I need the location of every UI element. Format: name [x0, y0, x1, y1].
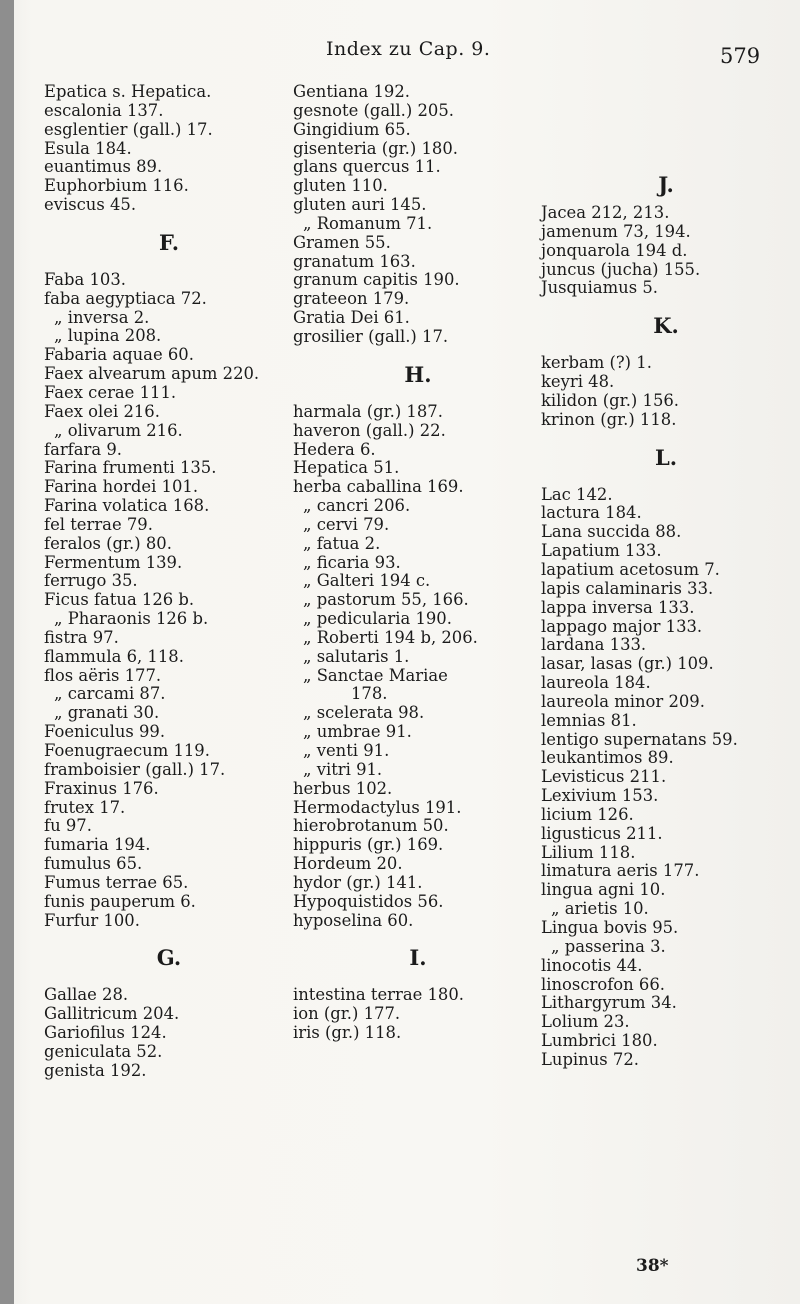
- index-entry: Farina volatica 168.: [44, 496, 210, 516]
- index-entry: lapatium acetosum 7.: [541, 559, 720, 579]
- index-entry: hyposelina 60.: [293, 910, 414, 930]
- section-letter: F.: [158, 229, 180, 255]
- index-entry: Esula 184.: [44, 138, 132, 158]
- index-entry: „ cervi 79.: [303, 514, 390, 534]
- index-entry: „ lupina 208.: [54, 326, 162, 346]
- index-entry: licium 126.: [541, 804, 634, 824]
- index-entry: granum capitis 190.: [293, 270, 460, 290]
- index-entry: Gallitricum 204.: [44, 1004, 180, 1024]
- index-entry: Faex cerae 111.: [44, 382, 177, 402]
- index-entry: Gratia Dei 61.: [293, 308, 410, 328]
- index-entry: lactura 184.: [541, 503, 642, 523]
- index-entry: frutex 17.: [44, 797, 126, 817]
- index-entry: lentigo supernatans 59.: [541, 729, 738, 749]
- index-entry: Foenugraecum 119.: [44, 741, 210, 760]
- index-entry: lapis calaminaris 33.: [541, 578, 714, 598]
- index-entry: Hermodactylus 191.: [293, 797, 462, 817]
- index-entry: „ olivarum 216.: [54, 420, 183, 440]
- index-entry: lardana 133.: [541, 635, 647, 655]
- index-entry: Fraxinus 176.: [44, 778, 159, 798]
- index-entry: Farina frumenti 135.: [44, 458, 217, 478]
- page-number: 579: [720, 44, 761, 68]
- index-entry: Gingidium 65.: [293, 119, 411, 139]
- index-entry: lappago major 133.: [541, 616, 703, 636]
- index-entry: herba caballina 169.: [293, 477, 464, 497]
- index-entry: Gariofilus 124.: [44, 1023, 167, 1043]
- index-entry: flammula 6, 118.: [44, 646, 184, 666]
- index-entry: Fumus terrae 65.: [44, 872, 189, 892]
- index-entry: Euphorbium 116.: [44, 176, 189, 196]
- index-entry: eviscus 45.: [44, 195, 137, 215]
- index-entry: intestina terrae 180.: [293, 985, 464, 1005]
- index-entry: Gramen 55.: [293, 232, 391, 252]
- index-entry: farfara 9.: [44, 439, 122, 459]
- index-entry: Lac 142.: [541, 484, 613, 504]
- index-column-2: [293, 83, 543, 1043]
- index-entry: glans quercus 11.: [293, 157, 441, 177]
- index-entry: funis pauperum 6.: [44, 891, 196, 911]
- index-entry: geniculata 52.: [44, 1041, 163, 1061]
- index-entry: 178.: [351, 684, 388, 704]
- index-entry: lappa inversa 133.: [541, 597, 695, 617]
- index-entry: „ Galteri 194 c.: [303, 571, 431, 591]
- index-entry: genista 192.: [44, 1060, 147, 1080]
- index-entry: ion (gr.) 177.: [293, 1004, 401, 1024]
- index-entry: lingua agni 10.: [541, 880, 666, 900]
- index-entry: euantimus 89.: [44, 157, 163, 177]
- index-entry: kilidon (gr.) 156.: [541, 390, 680, 410]
- index-entry: limatura aeris 177.: [541, 861, 700, 881]
- section-letter: K.: [653, 313, 679, 339]
- index-column-3: [541, 166, 791, 1070]
- index-entry: leukantimos 89.: [541, 748, 674, 768]
- index-entry: Lexivium 153.: [541, 786, 659, 806]
- index-entry: grosilier (gall.) 17.: [293, 326, 449, 346]
- section-letter: G.: [156, 945, 182, 971]
- index-entry: hippuris (gr.) 169.: [293, 835, 444, 855]
- page-edge-shadow: [0, 0, 14, 1304]
- index-entry: Faex olei 216.: [44, 401, 160, 421]
- index-entry: Lapatium 133.: [541, 541, 662, 561]
- index-entry: gluten 110.: [293, 176, 388, 196]
- index-entry: „ scelerata 98.: [303, 703, 425, 723]
- index-entry: Jusquiamus 5.: [541, 278, 658, 298]
- index-entry: fel terrae 79.: [44, 514, 153, 534]
- index-entry: Hepatica 51.: [293, 458, 400, 478]
- index-entry: escalonia 137.: [44, 100, 164, 120]
- index-entry: ferrugo 35.: [44, 571, 138, 591]
- index-entry: laureola 184.: [541, 673, 651, 693]
- index-entry: „ salutaris 1.: [303, 646, 410, 666]
- index-entry: Furfur 100.: [44, 910, 140, 930]
- index-entry: hydor (gr.) 141.: [293, 872, 423, 892]
- index-entry: feralos (gr.) 80.: [44, 533, 172, 553]
- index-entry: faba aegyptiaca 72.: [44, 288, 207, 308]
- index-entry: gisenteria (gr.) 180.: [293, 138, 458, 158]
- index-entry: Ficus fatua 126 b.: [44, 590, 195, 610]
- index-entry: Hypoquistidos 56.: [293, 891, 444, 911]
- index-entry: Foeniculus 99.: [44, 722, 166, 742]
- index-entry: grateeon 179.: [293, 289, 410, 309]
- index-entry: „ Pharaonis 126 b.: [54, 609, 209, 629]
- index-entry: „ passerina 3.: [551, 936, 666, 956]
- signature-mark: 38*: [636, 1256, 669, 1276]
- index-entry: Hordeum 20.: [293, 854, 403, 874]
- index-entry: Lana succida 88.: [541, 522, 682, 542]
- index-entry: „ pedicularia 190.: [303, 609, 452, 629]
- index-entry: esglentier (gall.) 17.: [44, 119, 213, 139]
- index-entry: Lumbrici 180.: [541, 1031, 658, 1051]
- index-entry: gluten auri 145.: [293, 195, 427, 215]
- index-entry: Farina hordei 101.: [44, 477, 199, 497]
- index-entry: fistra 97.: [44, 627, 119, 647]
- index-entry: hierobrotanum 50.: [293, 816, 449, 836]
- index-entry: „ Roberti 194 b, 206.: [303, 627, 478, 647]
- index-entry: jonquarola 194 d.: [541, 240, 688, 260]
- index-entry: Hedera 6.: [293, 439, 376, 459]
- index-entry: Levisticus 211.: [541, 767, 667, 787]
- index-entry: linoscrofon 66.: [541, 974, 665, 994]
- index-entry: ligusticus 211.: [541, 823, 663, 843]
- index-entry: Lolium 23.: [541, 1012, 630, 1032]
- section-letter: J.: [658, 172, 674, 197]
- index-entry: Jacea 212, 213.: [541, 203, 670, 222]
- index-entry: Lupinus 72.: [541, 1049, 639, 1069]
- index-entry: krinon (gr.) 118.: [541, 409, 677, 429]
- section-letter: H.: [404, 361, 432, 387]
- index-entry: flos aëris 177.: [44, 665, 162, 685]
- index-column-1: [44, 83, 294, 1081]
- index-entry: Lithargyrum 34.: [541, 993, 677, 1013]
- index-entry: „ venti 91.: [303, 741, 390, 760]
- index-entry: „ inversa 2.: [54, 307, 150, 327]
- index-entry: „ carcami 87.: [54, 684, 166, 704]
- index-entry: „ umbrae 91.: [303, 722, 412, 742]
- index-entry: Fermentum 139.: [44, 552, 183, 572]
- index-entry: Gallae 28.: [44, 985, 129, 1005]
- index-entry: gesnote (gall.) 205.: [293, 100, 454, 120]
- index-entry: „ ficaria 93.: [303, 552, 401, 572]
- index-entry: granatum 163.: [293, 251, 416, 271]
- index-entry: „ pastorum 55, 166.: [303, 590, 469, 610]
- section-letter: L.: [654, 444, 678, 470]
- index-entry: iris (gr.) 118.: [293, 1023, 402, 1043]
- index-entry: linocotis 44.: [541, 955, 643, 975]
- index-entry: Faba 103.: [44, 269, 127, 289]
- index-entry: lasar, lasas (gr.) 109.: [541, 654, 714, 674]
- index-entry: „ cancri 206.: [303, 496, 411, 516]
- index-entry: Gentiana 192.: [293, 82, 410, 101]
- index-entry: jamenum 73, 194.: [541, 221, 691, 241]
- index-entry: fumulus 65.: [44, 854, 143, 874]
- index-entry: fumaria 194.: [44, 835, 151, 855]
- section-letter: I.: [409, 945, 427, 971]
- running-header: Index zu Cap. 9.: [326, 38, 491, 60]
- index-entry: „ Sanctae Mariae: [303, 665, 448, 685]
- index-entry: Lilium 118.: [541, 842, 636, 862]
- index-entry: lemnias 81.: [541, 710, 637, 730]
- index-entry: fu 97.: [44, 816, 92, 836]
- index-entry: harmala (gr.) 187.: [293, 401, 443, 421]
- index-entry: Fabaria aquae 60.: [44, 345, 194, 365]
- index-entry: „ granati 30.: [54, 703, 160, 723]
- index-entry: „ fatua 2.: [303, 533, 381, 553]
- index-entry: „ vitri 91.: [303, 759, 383, 779]
- index-entry: herbus 102.: [293, 778, 393, 798]
- index-entry: laureola minor 209.: [541, 691, 705, 711]
- index-entry: „ Romanum 71.: [303, 213, 433, 233]
- index-entry: haveron (gall.) 22.: [293, 420, 446, 440]
- index-entry: „ arietis 10.: [551, 899, 649, 919]
- index-entry: framboisier (gall.) 17.: [44, 759, 226, 779]
- index-entry: kerbam (?) 1.: [541, 353, 652, 373]
- index-entry: Faex alvearum apum 220.: [44, 364, 260, 384]
- index-entry: keyri 48.: [541, 372, 615, 392]
- index-entry: Lingua bovis 95.: [541, 918, 679, 937]
- index-entry: Epatica s. Hepatica.: [44, 82, 212, 101]
- index-entry: juncus (jucha) 155.: [541, 259, 701, 279]
